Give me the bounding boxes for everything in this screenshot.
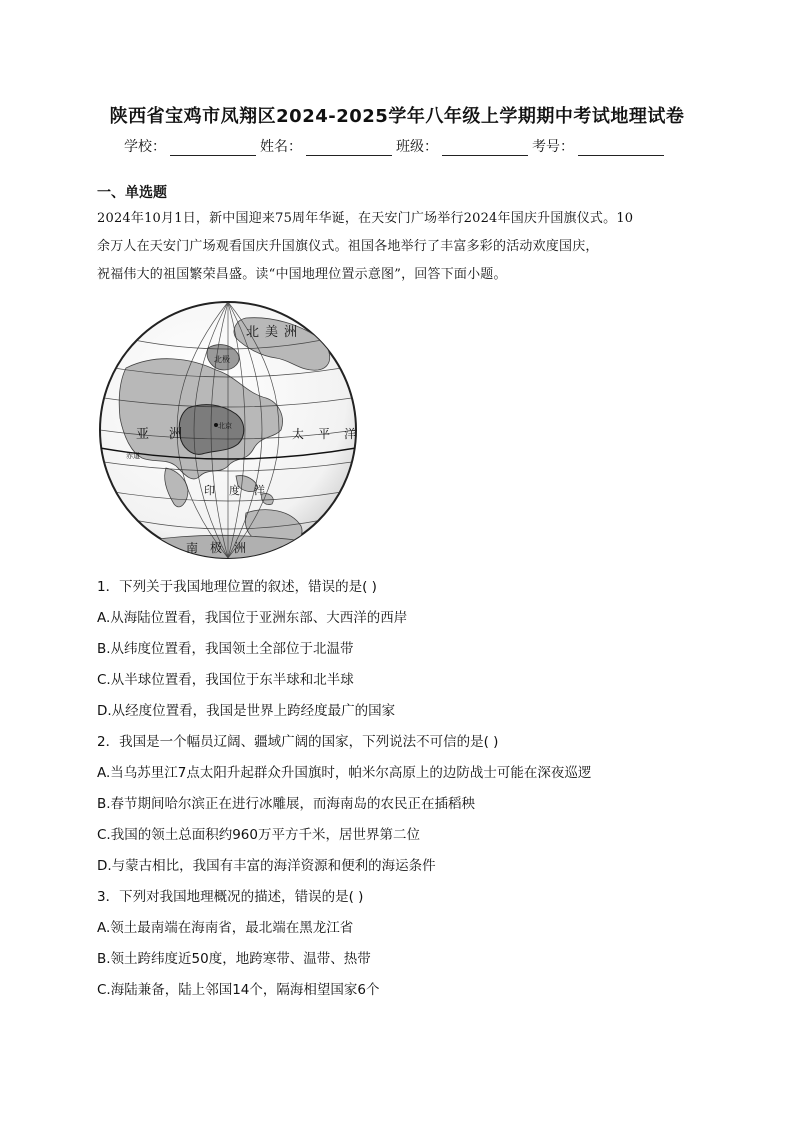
answer-option[interactable]: B.春节期间哈尔滨正在进行冰雕展，而海南岛的农民正在插稻秧 <box>97 796 476 812</box>
question-stem: 2．我国是一个幅员辽阔、疆域广阔的国家，下列说法不可信的是( ) <box>97 734 499 750</box>
answer-option[interactable]: B.从纬度位置看，我国领土全部位于北温带 <box>97 641 354 657</box>
question-stem: 1．下列关于我国地理位置的叙述，错误的是( ) <box>97 579 377 595</box>
north-america-label: 北美洲 <box>246 325 304 340</box>
answer-option[interactable]: C.从半球位置看，我国位于东半球和北半球 <box>97 672 354 688</box>
school-blank[interactable] <box>170 141 256 156</box>
page-title: 陕西省宝鸡市凤翔区2024-2025学年八年级上学期期中考试地理试卷 <box>109 106 685 127</box>
answer-option[interactable]: C.海陆兼备，陆上邻国14个，隔海相望国家6个 <box>97 982 380 998</box>
answer-option[interactable]: A.领土最南端在海南省，最北端在黑龙江省 <box>97 920 354 936</box>
beijing-marker <box>214 423 218 427</box>
class-blank[interactable] <box>442 141 528 156</box>
antarctica-label: 南极洲 <box>186 541 259 555</box>
answer-option[interactable]: A.当乌苏里江7点太阳升起群众升国旗时，帕米尔高原上的边防战士可能在深夜巡逻 <box>97 765 592 781</box>
name-label: 姓名： <box>260 139 302 155</box>
exam-number-blank[interactable] <box>578 141 664 156</box>
intro-line: 2024年10月1日，新中国迎来75周年华诞，在天安门广场举行2024年国庆升国旗仪式。10 <box>97 211 634 226</box>
china-location-globe-map <box>96 298 371 562</box>
answer-option[interactable]: A.从海陆位置看，我国位于亚洲东部、大西洋的西岸 <box>97 610 408 626</box>
answer-option[interactable]: C.我国的领土总面积约960万平方千米，居世界第二位 <box>97 827 420 843</box>
exam-number-label: 考号： <box>532 139 574 155</box>
north-pole-label: 北极 <box>214 355 230 364</box>
question-list <box>97 572 717 1006</box>
answer-option[interactable]: B.领土跨纬度近50度，地跨寒带、温带、热带 <box>97 951 371 967</box>
answer-option[interactable]: D.从经度位置看，我国是世界上跨经度最广的国家 <box>97 703 396 719</box>
beijing-label: 北京 <box>218 422 232 430</box>
equator-label: 赤道 <box>126 452 140 460</box>
intro-paragraph <box>97 205 697 289</box>
answer-option[interactable]: D.与蒙古相比，我国有丰富的海洋资源和便利的海运条件 <box>97 858 436 874</box>
asia-label: 亚洲 <box>136 427 203 442</box>
question-stem: 3．下列对我国地理概况的描述，错误的是( ) <box>97 889 364 905</box>
intro-line: 祝福伟大的祖国繁荣昌盛。读“中国地理位置示意图”，回答下面小题。 <box>97 267 507 282</box>
class-label: 班级： <box>396 139 438 155</box>
indian-ocean-label: 印度洋 <box>204 484 279 497</box>
school-label: 学校： <box>124 139 166 155</box>
pacific-label: 太平洋 <box>292 427 371 441</box>
student-info-row <box>124 136 668 156</box>
intro-line: 余万人在天安门广场观看国庆升国旗仪式。祖国各地举行了丰富多彩的活动欢度国庆， <box>97 239 599 254</box>
section-heading: 一、单选题 <box>97 185 167 201</box>
name-blank[interactable] <box>306 141 392 156</box>
